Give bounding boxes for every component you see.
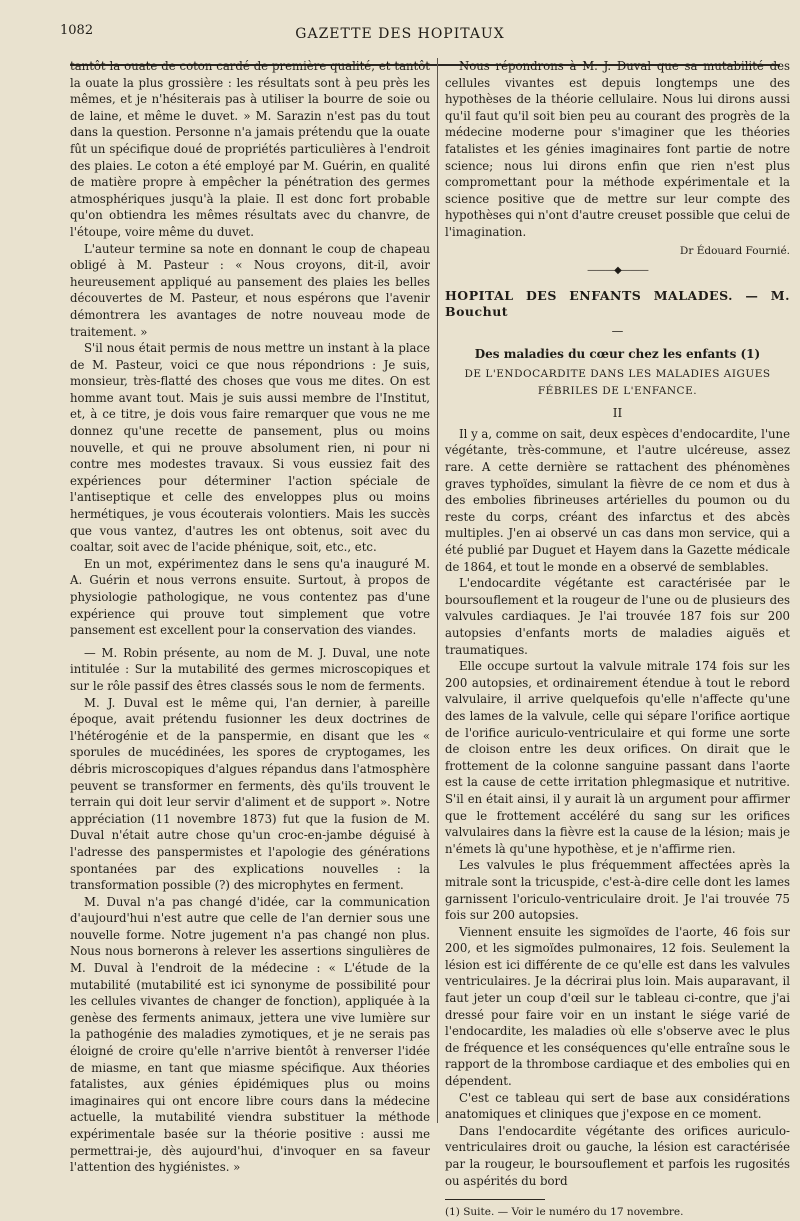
left-paragraph-1: tantôt la ouate de coton cardé de première qualité, et tantôt la ouate la plus grossière : les résultats sont à peu près les mêmes, et je n'hésiterais pas à utiliser la bourre de soie ou de laine, et même le duvet. » M. Sarazin n'est pas du tout dans la question. Personne n'a jamais prétendu que la ouate fût un spécifique doué de propriétés particulières à l'endroit des plaies. Le coton a été employé par M. Guérin, en qualité de matière propre à empêcher la pénétration des germes atmosphériques jusqu'à la plaie. Il est donc fort probable qu'on obtiendra les mêmes résultats avec du chanvre, de l'étoupe, voire même du duvet. bbox=[70, 59, 430, 239]
left-paragraph-2: L'auteur termine sa note en donnant le coup de chapeau obligé à M. Pasteur : « Nous croyons, dit-il, avoir heureusement appliqué au pansement des plaies les belles découvertes de M. Pasteur, et nous espérons que l'avenir démontrera les avantages de notre nouveau mode de traitement. » bbox=[70, 241, 430, 339]
left-paragraph-6: M. J. Duval est le même qui, l'an dernier, à pareille époque, avait prétendu fusionner les deux doctrines de l'hétérogénie et de la panspermie, en disant que les « sporules de mucédinées, les spores de cryptogames, les débris microscopiques d'algues répandus dans l'atmosphère peuvent se transformer en ferments, dès qu'ils trouvent le terrain qui doit leur servir d'aliment et de support ». Notre appréciation (11 novembre 1873) fut que la fusion de M. Duval n'était autre chose qu'un croc-en-jambe déguisé à l'adresse des panspermistes et l'apologie des générations spontanées par des explications nouvelles : la transformation possible (?) des microphytes en ferment. bbox=[70, 695, 430, 893]
right-paragraph-7: C'est ce tableau qui sert de base aux considérations anatomiques et cliniques que j'expose en ce moment. bbox=[445, 1090, 790, 1122]
left-paragraph-7: M. Duval n'a pas changé d'idée, car la communication d'aujourd'hui n'est autre que celle de l'an dernier sous une nouvelle forme. Notre jugement n'a pas changé non plus. Nous nous bornerons à relever les assertions singulières de M. Duval à l'endroit de la médecine : « L'étude de la mutabilité (mutabilité est ici synonyme de possibilité pour les cellules vivantes de changer de fonction), appliquée à la genèse des ferments animaux, jettera une vive lumière sur la pathogénie des maladies zymotiques, et je ne serais pas éloigné de croire qu'elle n'arrive bientôt à renverser l'idée de miasme, en tant que miasme spécifique. Aux théories fatalistes, aux génies épidémiques plus ou moins imaginaires qui ont encore libre cours dans la médecine actuelle, la mutabilité viendra substituer la méthode expérimentale basée sur la théorie positive : aussi me permettrai-je, dès aujourd'hui, d'invoquer en sa faveur l'attention des hygiénistes. » bbox=[70, 894, 430, 1175]
left-paragraph-5: — M. Robin présente, au nom de M. J. Duval, une note intitulée : Sur la mutabilité des germes microscopiques et sur le rôle passif des êtres classés sous le nom de ferments. bbox=[70, 645, 430, 693]
right-paragraph-4: Elle occupe surtout la valvule mitrale 174 fois sur les 200 autopsies, et ordinairement étendue à tout le rebord valvulaire, il arrive quelquefois qu'elle n'affecte qu'une des lames de la valvule, celle qui sépare l'orifice aortique de l'orifice auriculo-ventriculaire et qui forme une sorte de cloison entre les deux orifices. On dirait que le frottement de la colonne sanguine passant dans l'aorte est la cause de cette irritation phlegmasique et nutritive. S'il en était ainsi, il y aurait là un argument pour affirmer que le frottement accéléré du sang sur les orifices valvulaires dans la fièvre est la cause de la lésion; mais je n'émets là qu'une hypothèse, et je n'affirme rien. bbox=[445, 659, 790, 856]
right-column bbox=[445, 58, 790, 1221]
section-ornament: ———◆——— bbox=[587, 265, 648, 277]
right-paragraph-5: Les valvules le plus fréquemment affectées après la mitrale sont la tricuspide, c'est-à-dire celle dont les lames garnissent l'oriculo-ventriculaire droit. Je l'ai trouvée 75 fois sur 200 autopsies. bbox=[445, 858, 790, 923]
right-paragraph-6: Viennent ensuite les sigmoïdes de l'aorte, 46 fois sur 200, et les sigmoïdes pulmonaires, 12 fois. Seulement la lésion est ici différente de ce qu'elle est dans les valvules ventriculaires. Je la décrirai plus loin. Mais auparavant, il faut jeter un coup d'œil sur le tableau ci-contre, que j'ai dressé pour faire voir en un instant le siége varié de l'endocardite, les maladies où elle s'observe avec le plus de fréquence et les conséquences qu'elle entraîne sous le rapport de la thrombose cardiaque et des embolies qui en dépendent. bbox=[445, 924, 790, 1089]
page-header bbox=[0, 18, 800, 48]
heading-dash: — bbox=[611, 323, 624, 338]
right-paragraph-3: L'endocardite végétante est caractérisée par le boursouflement et la rougeur de l'une ou de plusieurs des valvules cardiaques. Je l'ai trouvée 187 fois sur 200 autopsies d'enfants morts de maladies aiguës et traumatiques. bbox=[445, 576, 790, 657]
hospital-heading: HOPITAL DES ENFANTS MALADES. — M. Bouchut bbox=[445, 287, 790, 320]
article-subtitle: DE L'ENDOCARDITE DANS LES MALADIES AIGUES FÉBRILES DE L'ENFANCE. bbox=[464, 368, 771, 397]
article-title: Des maladies du cœur chez les enfants (1) bbox=[474, 346, 761, 361]
left-paragraph-3: S'il nous était permis de nous mettre un instant à la place de M. Pasteur, voici ce que nous répondrions : Je suis, monsieur, très-flatté des choses que vous me dites. On est homme avant tout. Mais je suis aussi membre de l'Institut, et, à ce titre, je dois vous faire remarquer que vous ne me donnez qu'une recette de pansement, plus ou moins nouvelle, et qui ne prouve absolument rien, ni pour ni contre mes modestes travaux. Si vous eussiez fait des expériences pour déterminer l'action spéciale de l'antiseptique et celle des enveloppes plus ou moins hermétiques, je vous écouterais volontiers. Mais les succès que vous vantez, d'autres les ont obtenus, soit avec du coaltar, soit avec de l'acide phénique, soit, etc., etc. bbox=[70, 341, 430, 555]
footnote: (1) Suite. — Voir le numéro du 17 novembre. bbox=[445, 1206, 684, 1219]
right-paragraph-1: Nous répondrons à M. J. Duval que sa mutabilité des cellules vivantes est depuis longtemps une des hypothèses de la théorie cellulaire. Nous lui dirons aussi qu'il faut qu'il soit bien peu au courant des progrès de la médecine moderne pour s'imaginer que les théories fatalistes et les génies imaginaires font partie de notre science; nous lui dirons enfin que rien n'est plus compromettant pour la méthode expérimentale et la science positive que de mettre sur leur compte des hypothèses qui n'ont d'autre creuset possible que celui de l'imagination. bbox=[445, 59, 790, 239]
left-paragraph-4: En un mot, expérimentez dans le sens qu'a inauguré M. A. Guérin et nous verrons ensuite. Surtout, à propos de physiologie pathologique, ne vous contentez pas d'une expérience qui prouve tout simplement que votre pansement est excellent pour la conservation des viandes. bbox=[70, 556, 430, 638]
right-paragraph-2: Il y a, comme on sait, deux espèces d'endocardite, l'une végétante, très-commune, et l'autre ulcéreuse, assez rare. A cette dernière se rattachent des phénomènes graves typhoïdes, simulant la fièvre de ce nom et dus à des embolies fibrineuses artérielles du poumon ou du reste du corps, créant des infarctus et des abcès multiples. J'en ai observé un cas dans mon service, qui a été publié par Duguet et Hayem dans la Gazette médicale de 1864, et tout le monde en a observé de semblables. bbox=[445, 426, 790, 574]
footnote-rule bbox=[445, 1199, 545, 1200]
section-number: II bbox=[612, 406, 623, 421]
journal-title: GAZETTE DES HOPITAUX bbox=[295, 26, 505, 42]
left-column bbox=[70, 58, 430, 1176]
author-signature: Dr Édouard Fournié. bbox=[679, 244, 790, 257]
column-separator bbox=[437, 58, 438, 1123]
page-number: 1082 bbox=[60, 23, 94, 38]
right-paragraph-8: Dans l'endocardite végétante des orifices auriculo-ventriculaires droit ou gauche, la lésion est caractérisée par la rougeur, le boursouflement et parfois les rugosités ou aspérités du bord bbox=[445, 1123, 790, 1188]
